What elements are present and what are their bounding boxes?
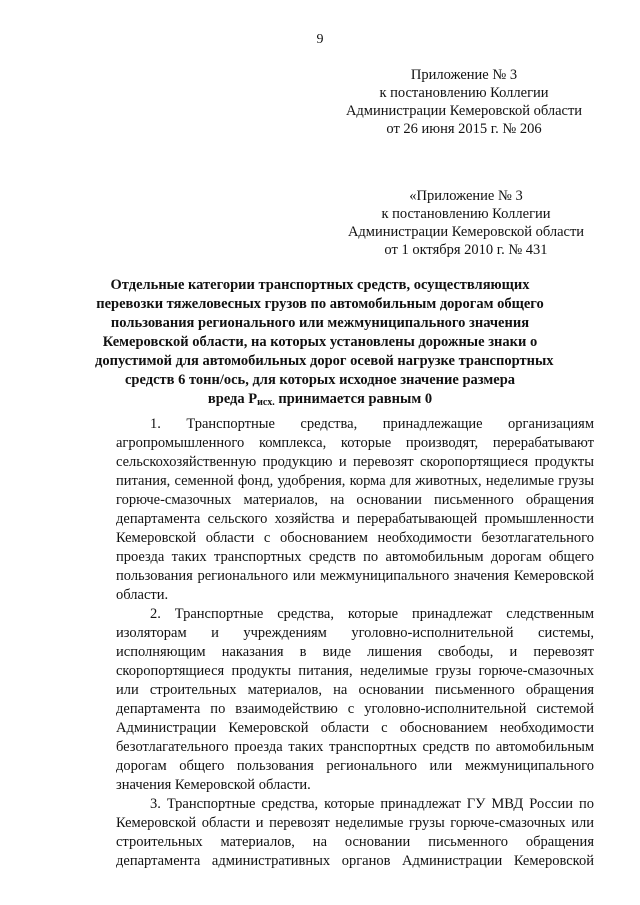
page-number: 9 xyxy=(316,32,324,47)
title-text: принимается равным 0 xyxy=(274,391,433,407)
paragraph-line: дорогам общего пользования регионального или межмуниципального xyxy=(116,758,594,774)
paragraph-line: департамента административных органов Администрации Кемеровской xyxy=(116,853,594,869)
paragraph-line: департамента по взаимодействию с уголовно-исполнительной системой xyxy=(116,701,594,717)
title-line: перевозки тяжеловесных грузов по автомобильным дорогам общего xyxy=(96,296,544,312)
paragraph-line: 3. Транспортные средства, которые принадлежат ГУ МВД России по xyxy=(150,796,594,812)
document-title xyxy=(95,276,554,409)
paragraph-line: 2. Транспортные средства, которые принадлежат следственным xyxy=(150,606,594,622)
paragraph-line: или строительных материалов, на основании письменного обращения xyxy=(116,682,594,698)
attachment-line: от 26 июня 2015 г. № 206 xyxy=(386,121,542,137)
paragraph-line: безотлагательного проезда таких транспортных средств по автомобильным xyxy=(116,739,594,755)
document-body xyxy=(116,415,594,871)
paragraph-line: строительных материалов, на основании письменного обращения xyxy=(116,834,594,850)
title-text: вреда Р xyxy=(207,391,258,407)
title-line: Отдельные категории транспортных средств, осуществляющих xyxy=(110,277,530,293)
paragraph-line: сельскохозяйственную продукцию и перевозят скоропортящиеся продукты xyxy=(116,454,594,470)
paragraph-line: Кемеровской области и перевозят неделимые грузы горюче-смазочных или xyxy=(116,815,594,831)
attachment-line: Приложение № 3 xyxy=(410,67,518,83)
title-line: средств 6 тонн/ось, для которых исходное значение размера xyxy=(124,372,516,388)
paragraph-line: Кемеровской области с обоснованием необходимости безотлагательного xyxy=(116,530,594,546)
attachment-line: Администрации Кемеровской области xyxy=(345,103,583,119)
title-line: пользования регионального или межмуниципального значения xyxy=(110,315,530,331)
paragraph-line: горюче-смазочных материалов, на основании письменного обращения xyxy=(116,492,594,508)
paragraph-line: департамента сельского хозяйства и перерабатывающей промышленности xyxy=(116,511,594,527)
attachment-line: к постановлению Коллегии xyxy=(381,206,551,222)
attachment-line: к постановлению Коллегии xyxy=(379,85,549,101)
paragraph-line: проезда таких транспортных средств по автомобильным дорогам общего xyxy=(116,549,594,565)
attachment-line: «Приложение № 3 xyxy=(409,188,523,204)
paragraph-line: пользования регионального или межмуниципального значения Кемеровской xyxy=(116,568,594,584)
paragraph-line: изоляторам и учреждениям уголовно-исполнительной системы, xyxy=(116,625,594,641)
paragraph-line: агропромышленного комплекса, которые производят, перерабатывают xyxy=(116,435,594,451)
paragraph-line: области. xyxy=(116,587,169,603)
paragraph-line: Администрации Кемеровской области с обоснованием необходимости xyxy=(116,720,594,736)
paragraph-line: 1. Транспортные средства, принадлежащие организациям xyxy=(150,416,594,432)
paragraph-line: исполняющим наказания в виде лишения свободы, и перевозят xyxy=(116,644,594,660)
title-line xyxy=(95,390,545,409)
paragraph-line: значения Кемеровской области. xyxy=(116,777,311,793)
attachment-header-previous xyxy=(335,187,597,259)
title-line: допустимой для автомобильных дорог осевой нагрузке транспортных xyxy=(95,353,554,369)
paragraph-line: питания, семенной фонд, удобрения, корма для животных, неделимые грузы xyxy=(116,473,594,489)
paragraph-line: скоропортящиеся продукты питания, неделимые грузы горюче-смазочных xyxy=(116,663,594,679)
title-line: Кемеровской области, на которых установлены дорожные знаки о xyxy=(102,334,538,350)
title-subscript: исх. xyxy=(257,397,275,408)
attachment-line: Администрации Кемеровской области xyxy=(347,224,585,240)
attachment-line: от 1 октября 2010 г. № 431 xyxy=(384,242,548,258)
attachment-header-current xyxy=(338,66,590,138)
